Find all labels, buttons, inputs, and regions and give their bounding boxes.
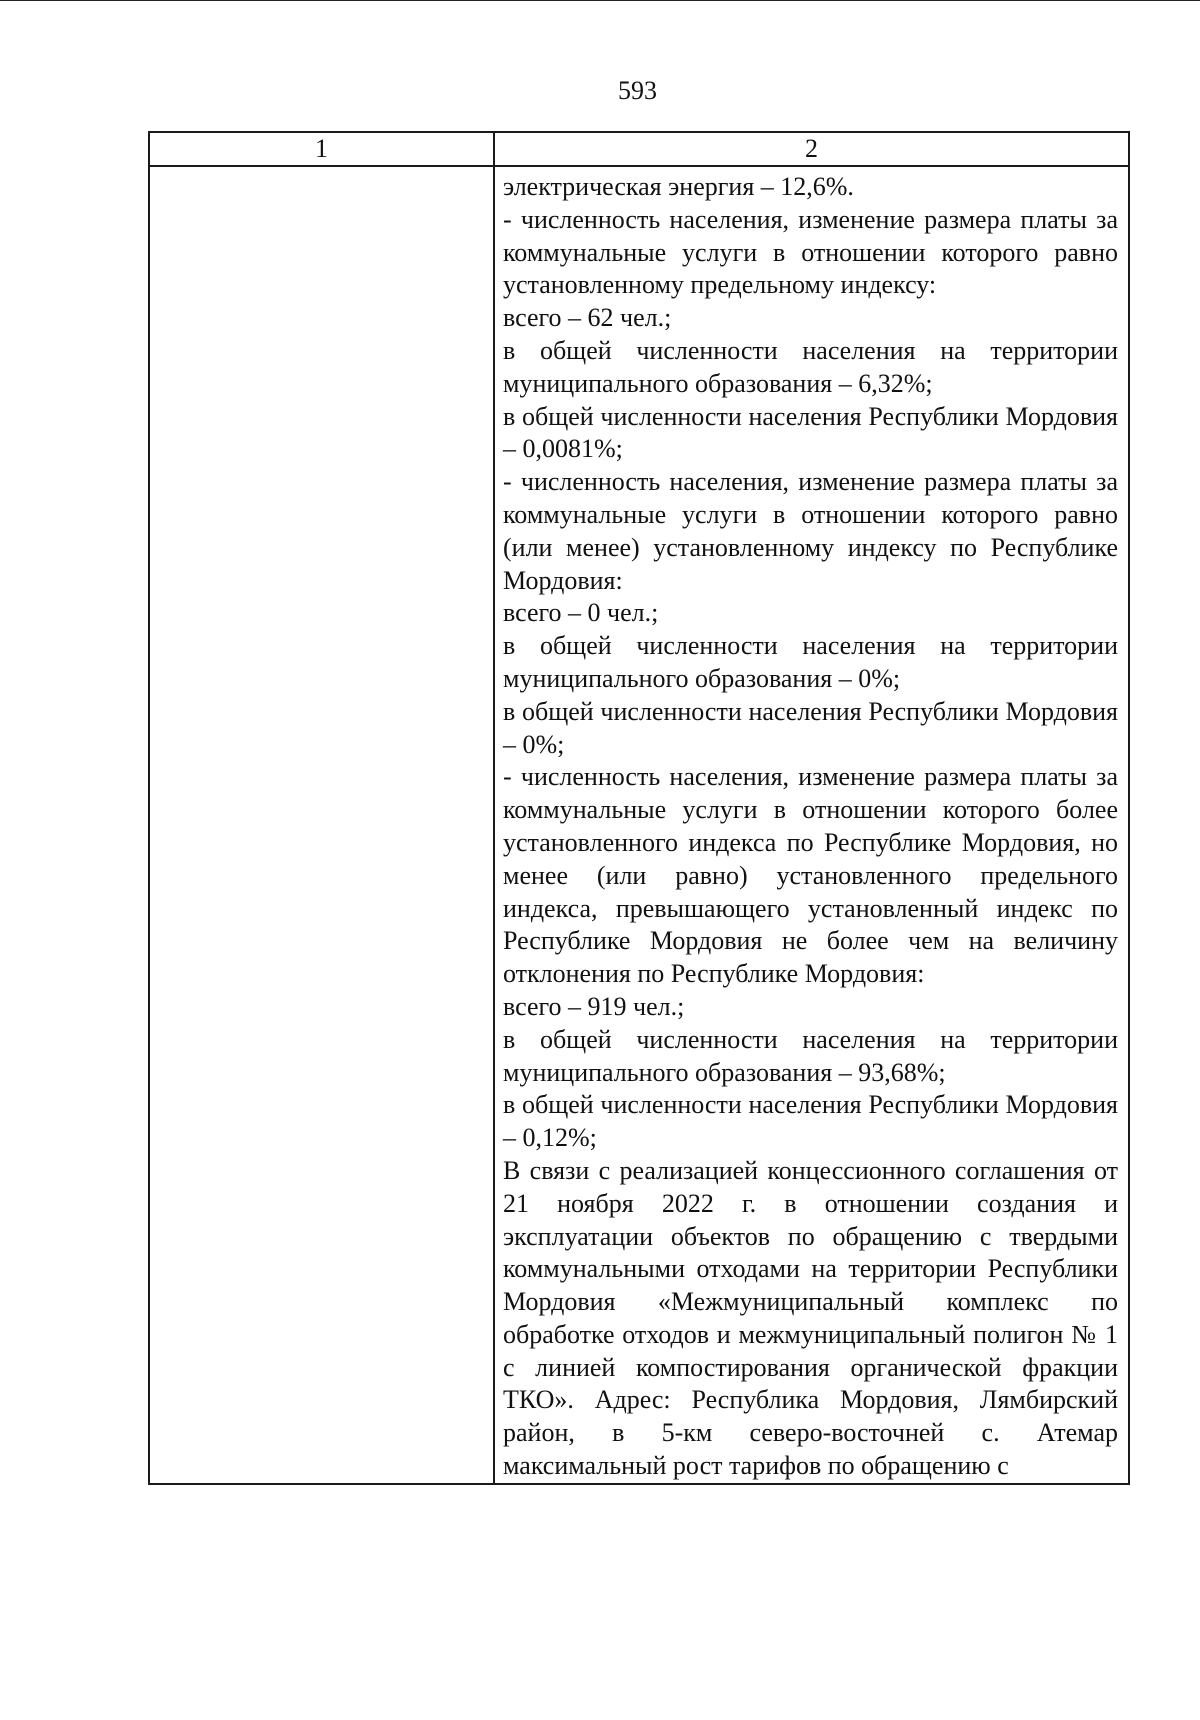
paragraph: В связи с реализацией концессионного соглашения от 21 ноября 2022 г. в отношении создания и эксплуатации объектов по обращению с твердыми коммунальными отходами на территории Республики Мордовия «Межмуниципальный комплекс по обработке отходов и межмуниципальный полигон № 1 с линией компостирования органической фракции ТКО». Адрес: Республика Мордовия, Лямбирский район, в 5-км северо-восточней с. Атемар максимальный рост тарифов по обращению с — [503, 1155, 1118, 1481]
column-2-cell — [494, 166, 1129, 1484]
column-1-cell — [149, 166, 494, 1484]
page-number: 593 — [618, 76, 657, 105]
column-2-text — [495, 167, 1128, 1483]
paragraph: в общей численности населения Республики Мордовия – 0,0081%; — [503, 401, 1118, 464]
paragraph: в общей численности населения на территории муниципального образования – 0%; — [503, 631, 1118, 693]
document-table — [148, 131, 1130, 1485]
table-content-row — [149, 166, 1129, 1484]
paragraph: всего – 919 чел.; — [503, 991, 685, 1021]
paragraph: в общей численности населения Республики Мордовия – 0%; — [503, 696, 1118, 759]
paragraph: всего – 62 чел.; — [503, 303, 672, 333]
column-2-header: 2 — [494, 132, 1129, 166]
column-1-header: 1 — [149, 132, 494, 166]
paragraph: - численность населения, изменение размера платы за коммунальные услуги в отношении которого более установленного индекса по Республике Мордовия, но менее (или равно) установленного предельного индекса, превышающего установленный индекс по Республике Мордовия не более чем на величину отклонения по Республике Мордовия: — [503, 762, 1118, 989]
paragraph: электрическая энергия – 12,6%. — [503, 172, 854, 201]
paragraph: в общей численности населения на территории муниципального образования – 93,68%; — [503, 1024, 1118, 1087]
paragraph: - численность населения, изменение размера платы за коммунальные услуги в отношении которого равно установленному предельному индексу: — [503, 204, 1118, 300]
paragraph: - численность населения, изменение размера платы за коммунальные услуги в отношении которого равно (или менее) установленному индексу по Республике Мордовия: — [503, 467, 1118, 595]
table-header-row — [149, 132, 1129, 166]
paragraph: в общей численности населения на территории муниципального образования – 6,32%; — [503, 335, 1118, 398]
paragraph: всего – 0 чел.; — [503, 598, 659, 628]
scan-top-edge — [0, 0, 1200, 1]
paragraph: в общей численности населения Республики Мордовия – 0,12%; — [503, 1090, 1118, 1153]
